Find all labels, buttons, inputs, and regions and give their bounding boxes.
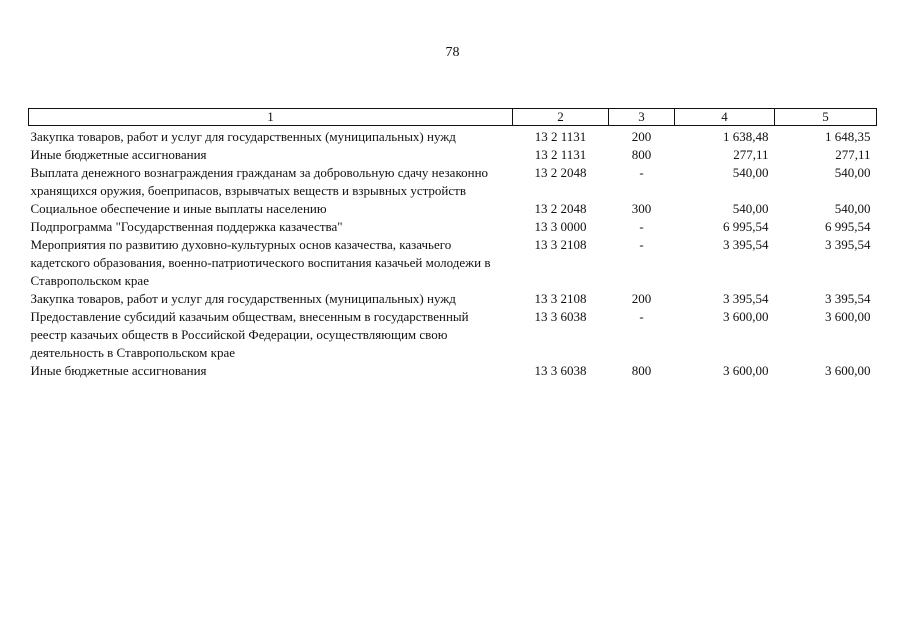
- row-value-4: 3 600,00: [723, 309, 769, 324]
- row-value-5: 540,00: [834, 165, 871, 180]
- table-row: [29, 126, 877, 147]
- row-type: 300: [631, 201, 652, 216]
- row-value-5: 3 395,54: [825, 237, 871, 252]
- row-value-4: 3 395,54: [723, 237, 769, 252]
- row-type: 200: [631, 129, 652, 144]
- row-value-5: 6 995,54: [825, 219, 871, 234]
- row-value-4: 540,00: [732, 201, 769, 216]
- row-code: 13 2 2048: [534, 165, 587, 180]
- table-row: [29, 218, 877, 236]
- row-code: 13 3 6038: [534, 309, 587, 324]
- column-header: 3: [609, 109, 675, 126]
- row-value-4: 6 995,54: [723, 219, 769, 234]
- row-value-4: 3 395,54: [723, 291, 769, 306]
- header-row: [29, 109, 877, 126]
- row-type: 800: [631, 147, 652, 162]
- row-name: Мероприятия по развитию духовно-культурных основ казачества, казачьего кадетского образования, военно-патриотического воспитания казачьей молодежи в Ставропольском крае: [30, 237, 491, 288]
- row-name: Выплата денежного вознаграждения гражданам за добровольную сдачу незаконно хранящихся оружия, боеприпасов, взрывчатых веществ и взрывных устройств: [30, 165, 489, 198]
- row-name: Социальное обеспечение и иные выплаты населению: [30, 201, 327, 216]
- row-type: 800: [631, 363, 652, 378]
- row-value-5: 3 395,54: [825, 291, 871, 306]
- row-value-4: 540,00: [732, 165, 769, 180]
- row-value-5: 540,00: [834, 201, 871, 216]
- table-row: [29, 164, 877, 200]
- column-header: 4: [675, 109, 775, 126]
- row-code: 13 3 0000: [534, 219, 587, 234]
- row-value-4: 1 638,48: [723, 129, 769, 144]
- row-code: 13 3 6038: [534, 363, 587, 378]
- row-code: 13 2 2048: [534, 201, 587, 216]
- row-type: -: [639, 237, 644, 252]
- row-value-4: 3 600,00: [723, 363, 769, 378]
- column-header: 1: [29, 109, 513, 126]
- row-name: Предоставление субсидий казачьим обществам, внесенным в государственный реестр казачьих обществ в Российской Федерации, осуществляющим свою деятельность в Ставропольском крае: [30, 309, 469, 360]
- column-header: 5: [775, 109, 877, 126]
- row-type: -: [639, 219, 644, 234]
- column-header: 2: [513, 109, 609, 126]
- row-name: Закупка товаров, работ и услуг для государственных (муниципальных) нужд: [30, 291, 456, 306]
- row-code: 13 2 1131: [534, 129, 587, 144]
- row-type: 200: [631, 291, 652, 306]
- page-number: 78: [445, 45, 460, 60]
- row-name: Закупка товаров, работ и услуг для государственных (муниципальных) нужд: [30, 129, 456, 144]
- row-code: 13 2 1131: [534, 147, 587, 162]
- table-row: [29, 146, 877, 164]
- row-name: Иные бюджетные ассигнования: [30, 147, 207, 162]
- table-row: [29, 308, 877, 362]
- row-type: -: [639, 309, 644, 324]
- table-row: [29, 236, 877, 290]
- table-row: [29, 200, 877, 218]
- row-name: Подпрограмма "Государственная поддержка казачества": [30, 219, 343, 234]
- row-value-5: 1 648,35: [825, 129, 871, 144]
- row-value-5: 277,11: [835, 147, 871, 162]
- row-type: -: [639, 165, 644, 180]
- row-value-5: 3 600,00: [825, 309, 871, 324]
- row-code: 13 3 2108: [534, 291, 587, 306]
- row-code: 13 3 2108: [534, 237, 587, 252]
- row-value-4: 277,11: [733, 147, 769, 162]
- row-value-5: 3 600,00: [825, 363, 871, 378]
- row-name: Иные бюджетные ассигнования: [30, 363, 207, 378]
- budget-table: [28, 108, 877, 380]
- table-row: [29, 290, 877, 308]
- table-row: [29, 362, 877, 380]
